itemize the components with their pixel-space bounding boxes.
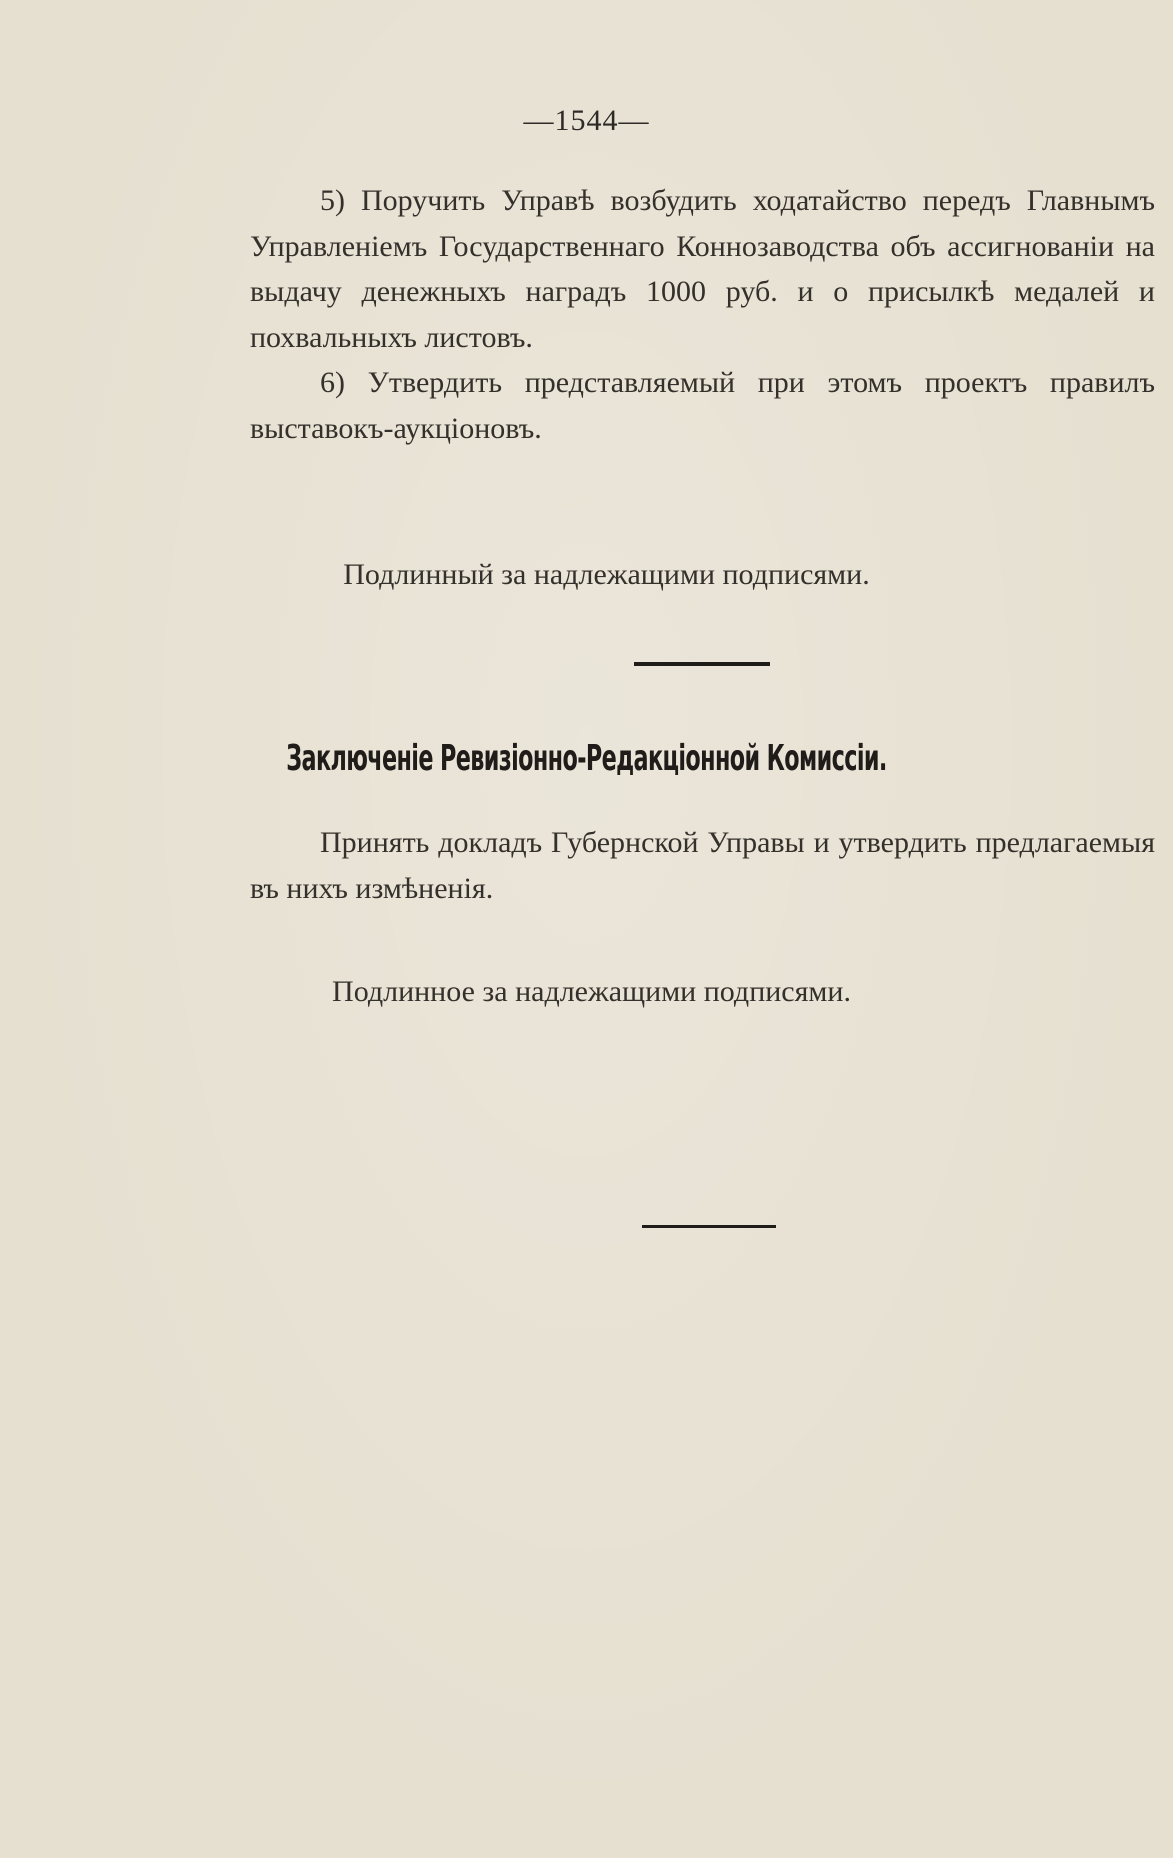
separator-rule-2 xyxy=(642,1225,776,1228)
commission-heading: Заключеніе Ревизіонно-Редакціонной Комиссіи. xyxy=(286,738,887,779)
conclusion-text: Принять докладъ Губернской Управы и утвердить предлагаемыя въ нихъ измѣненія. xyxy=(250,826,1155,905)
signature-line-1: Подлинный за надлежащими подписями. xyxy=(343,558,870,591)
conclusion-paragraph xyxy=(250,820,1155,911)
separator-rule-1 xyxy=(634,662,770,666)
page-number: —1544— xyxy=(523,104,650,137)
resolution-items xyxy=(250,178,1155,451)
resolution-item-5: 5) Поручить Управѣ возбудить ходатайство передъ Главнымъ Управленіемъ Государственнаго Коннозаводства объ ассигнованіи на выдачу денежныхъ наградъ 1000 руб. и о присылкѣ медалей и похвальныхъ листовъ. xyxy=(250,184,1155,354)
signature-line-2: Подлинное за надлежащими подписями. xyxy=(332,975,851,1008)
resolution-item-6: 6) Утвердить представляемый при этомъ проектъ правилъ выставокъ-аукціоновъ. xyxy=(250,366,1155,445)
